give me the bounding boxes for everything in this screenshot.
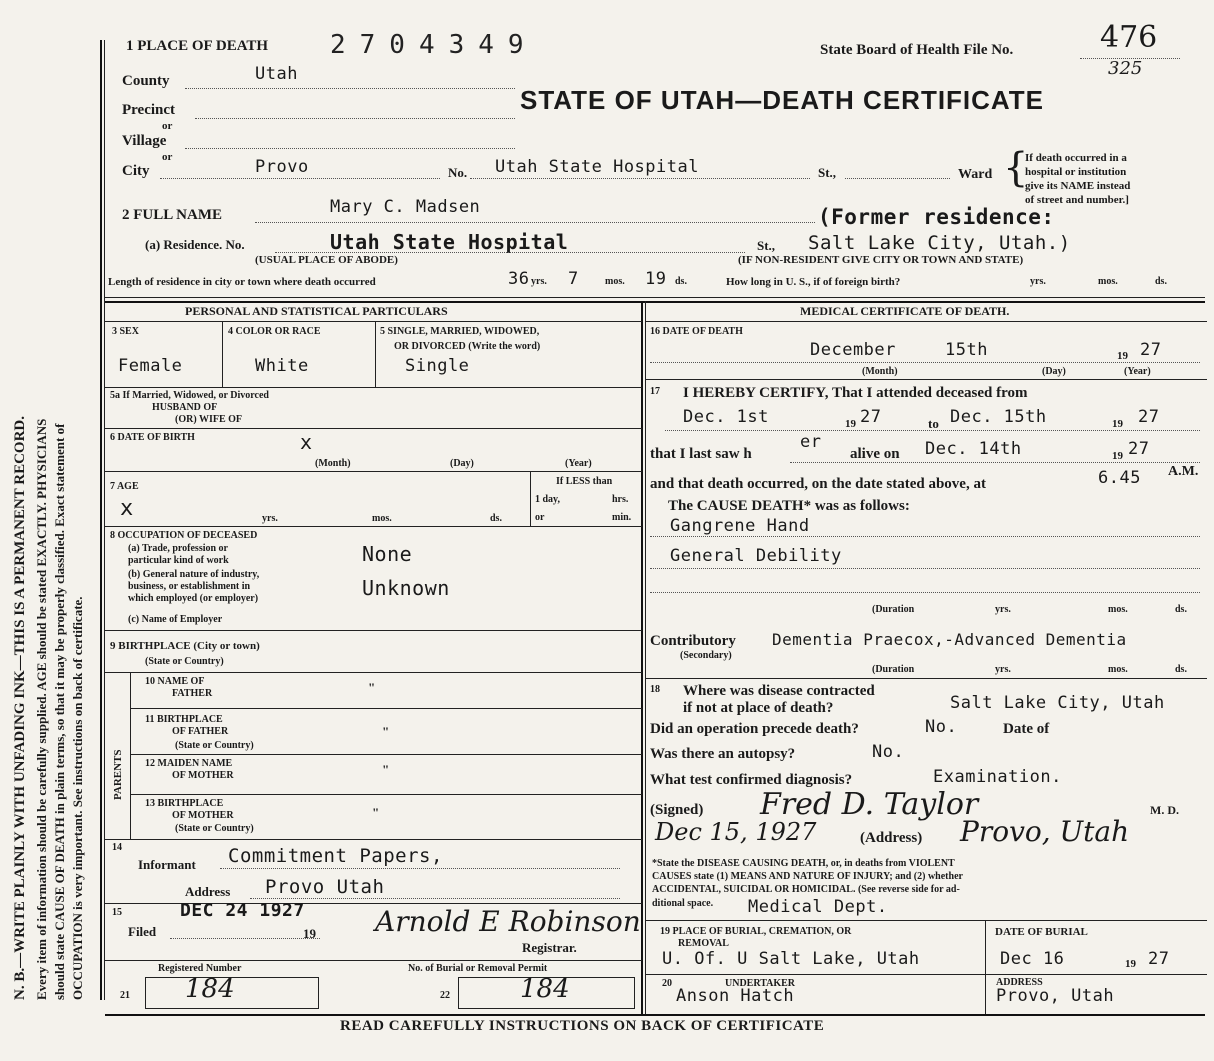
residence-city: Salt Lake City, Utah.) [808, 232, 1071, 254]
filed-number: 15 [112, 907, 122, 918]
full-name-value: Mary C. Madsen [330, 197, 481, 217]
board-file-number-2: 325 [1108, 58, 1143, 79]
father-birthplace-label-3: (State or Country) [175, 740, 254, 751]
filed-stamp: DEC 24 1927 [180, 900, 305, 921]
column-divider [641, 301, 643, 1016]
cause-note-3: ACCIDENTAL, SUICIDAL OR HOMICIDAL. (See reverse side for ad- [652, 884, 960, 895]
alive-year: 27 [1128, 439, 1150, 459]
residence-days: 19 [645, 269, 667, 289]
county-label: County [122, 73, 170, 89]
board-file-number: 476 [1100, 20, 1158, 55]
village-label: Village [122, 133, 167, 149]
undertaker-label: UNDERTAKER [725, 978, 796, 989]
duration-yrs-1: yrs. [995, 604, 1011, 615]
father-birthplace-label-1: 11 BIRTHPLACE [145, 714, 223, 725]
certify-number: 17 [650, 386, 660, 397]
institution-no-label: No. [448, 165, 468, 180]
occupation-label: 8 OCCUPATION OF DECEASED [110, 530, 258, 541]
occupation-a-label-2: particular kind of work [128, 555, 229, 566]
certificate-title: STATE OF UTAH—DEATH CERTIFICATE [520, 85, 1044, 115]
less-min-label: min. [612, 512, 632, 523]
test-label: What test confirmed diagnosis? [650, 772, 853, 788]
frame-left [100, 40, 102, 1000]
occupation-b-value: Unknown [362, 576, 450, 600]
occupation-b-label-1: (b) General nature of industry, [128, 569, 260, 580]
md-label: M. D. [1150, 803, 1179, 817]
duration-mos-2: mos. [1108, 664, 1128, 675]
where-value: Salt Lake City, Utah [950, 693, 1165, 713]
color-label: 4 COLOR OR RACE [228, 326, 321, 337]
where-label-2: if not at place of death? [683, 700, 834, 716]
father-birthplace-label-2: OF FATHER [172, 726, 229, 737]
physician-address-label: (Address) [860, 830, 923, 846]
address-value: Provo Utah [265, 876, 385, 898]
filed-19: 19 [303, 926, 316, 941]
foreign-ds-label: ds. [1155, 276, 1167, 287]
occupation-b-label-3: which employed (or employer) [128, 593, 259, 604]
city-label: City [122, 163, 150, 179]
residence-years: 36 [508, 269, 530, 289]
autopsy-value: No. [872, 742, 905, 762]
undertaker-number: 20 [662, 978, 672, 989]
place-of-death-label: 1 PLACE OF DEATH [126, 38, 269, 54]
duration-label-1: (Duration [872, 604, 915, 615]
foreign-mos-label: mos. [1098, 276, 1118, 287]
death-month-label: (Month) [862, 366, 898, 377]
physician-address: Provo, Utah [960, 815, 1130, 848]
signed-label: (Signed) [650, 802, 704, 818]
undertaker-address-label: ADDRESS [996, 977, 1043, 988]
less-or-label: or [535, 512, 545, 523]
sidebar-warning: N. B.—WRITE PLAINLY WITH UNFADING INK—THIS IS A PERMANENT RECORD. [12, 416, 28, 1000]
am-label: A.M. [1168, 464, 1199, 479]
informant-number: 14 [112, 842, 122, 853]
signed-date: Dec 15, 1927 [655, 818, 817, 846]
dob-month-label: (Month) [315, 458, 351, 469]
ward-label: Ward [958, 167, 993, 182]
frame-bottom [105, 1014, 1205, 1016]
mother-birthplace-label-2: OF MOTHER [172, 810, 234, 821]
death-time: 6.45 [1098, 468, 1141, 488]
sidebar-instructions-3: OCCUPATION is very important. See instructions on back of certificate. [70, 596, 85, 1000]
duration-mos-1: mos. [1108, 604, 1128, 615]
death-year: 27 [1140, 340, 1162, 360]
reg-number-value: 184 [185, 974, 235, 1004]
registrar-label: Registrar. [522, 940, 577, 955]
marital-label-1: 5 SINGLE, MARRIED, WIDOWED, [380, 326, 540, 337]
attended-from: Dec. 1st [683, 407, 769, 427]
age-mos-label: mos. [372, 513, 392, 524]
from-year-prefix: 19 [845, 418, 856, 430]
length-residence-label: Length of residence in city or town where death occurred [108, 276, 376, 288]
employer-label: (c) Name of Employer [128, 614, 223, 625]
burial-permit-label: No. of Burial or Removal Permit [408, 963, 548, 974]
mother-birthplace-label-1: 13 BIRTHPLACE [145, 798, 224, 809]
street-label: St., [818, 165, 837, 180]
death-month: December [810, 340, 896, 360]
color-value: White [255, 356, 309, 376]
where-number: 18 [650, 684, 660, 695]
personal-header: PERSONAL AND STATISTICAL PARTICULARS [185, 304, 448, 318]
ds-label: ds. [675, 276, 687, 287]
ward-brace: { [1003, 145, 1029, 191]
yrs-label: yrs. [531, 276, 547, 287]
duration-yrs-2: yrs. [995, 664, 1011, 675]
ward-note-1: If death occurred in a [1025, 152, 1127, 164]
marital-value: Single [405, 356, 470, 376]
birthplace-state-label: (State or Country) [145, 656, 224, 667]
burial-place: U. Of. U Salt Lake, Utah [662, 949, 920, 969]
or-label-2: or [162, 151, 173, 163]
age-x: x [120, 496, 134, 521]
foreign-yrs-label: yrs. [1030, 276, 1046, 287]
occupation-a-label-1: (a) Trade, profession or [128, 543, 228, 554]
alive-on-label: alive on [850, 446, 900, 462]
cause-note-4: ditional space. [652, 898, 714, 909]
sidebar-instructions-1: Every item of information should be carefully supplied. AGE should be stated EXACTLY. PHYSICIANS [34, 418, 49, 1000]
cause-label: The CAUSE DEATH* was as follows: [668, 498, 910, 514]
attended-to: Dec. 15th [950, 407, 1047, 427]
operation-value: No. [925, 717, 958, 737]
dob-day-label: (Day) [450, 458, 474, 469]
contributory-value: Dementia Praecox,-Advanced Dementia [772, 630, 1127, 649]
medical-header: MEDICAL CERTIFICATE OF DEATH. [800, 304, 1010, 318]
ward-note-2: hospital or institution [1025, 166, 1127, 178]
less-day-label: 1 day, [535, 494, 561, 505]
burial-year-prefix: 19 [1125, 958, 1136, 970]
autopsy-label: Was there an autopsy? [650, 746, 796, 762]
ward-note-4: of street and number.] [1025, 194, 1129, 206]
certify-label: I HEREBY CERTIFY, That I attended deceased from [683, 385, 1028, 401]
residence-value: Utah State Hospital [330, 230, 569, 254]
cause-note-1: *State the DISEASE CAUSING DEATH, or, in deaths from VIOLENT [652, 858, 955, 869]
less-than-label: If LESS than [556, 476, 613, 487]
residence-months: 7 [568, 269, 579, 289]
parents-label: PARENTS [112, 749, 124, 800]
duration-ds-1: ds. [1175, 604, 1187, 615]
to-year-prefix: 19 [1112, 418, 1123, 430]
death-year-label: (Year) [1124, 366, 1151, 377]
duration-label-2: (Duration [872, 664, 915, 675]
mother-label-2: OF MOTHER [172, 770, 234, 781]
reg-number-label: Registered Number [158, 963, 242, 974]
board-file-label: State Board of Health File No. [820, 42, 1014, 58]
father-label-1: 10 NAME OF [145, 676, 205, 687]
alive-on-value: Dec. 14th [925, 439, 1022, 459]
undertaker-address: Provo, Utah [996, 986, 1115, 1006]
operation-label: Did an operation precede death? [650, 721, 859, 737]
foreign-birth-label: How long in U. S., if of foreign birth? [726, 276, 901, 288]
to-label: to [928, 416, 939, 431]
usual-abode-label: (USUAL PLACE OF ABODE) [255, 254, 398, 266]
filed-label: Filed [128, 924, 157, 939]
attended-from-year: 27 [860, 407, 882, 427]
duration-ds-2: ds. [1175, 664, 1187, 675]
institution-value: Utah State Hospital [495, 157, 699, 177]
medical-dept: Medical Dept. [748, 897, 888, 917]
dob-x: x [300, 430, 313, 454]
spouse-label-2: HUSBAND OF [152, 402, 218, 413]
cause-note-2: CAUSES state (1) MEANS AND NATURE OF INJURY; and (2) whether [652, 871, 963, 882]
footer-instructions: READ CAREFULLY INSTRUCTIONS ON BACK OF CERTIFICATE [340, 1018, 825, 1034]
precinct-label: Precinct [122, 102, 176, 118]
cause-2: General Debility [670, 546, 842, 566]
contributory-sub: (Secondary) [680, 650, 732, 661]
cause-1: Gangrene Hand [670, 516, 810, 536]
mother-birthplace-ditto: " [372, 805, 380, 820]
former-residence: (Former residence: [818, 205, 1055, 229]
burial-year: 27 [1148, 949, 1170, 969]
age-yrs-label: yrs. [262, 513, 278, 524]
dob-year-label: (Year) [565, 458, 592, 469]
physician-signature: Fred D. Taylor [760, 787, 979, 822]
informant-value: Commitment Papers, [228, 845, 443, 867]
occupation-b-label-2: business, or establishment in [128, 581, 251, 592]
burial-date-label: DATE OF BURIAL [995, 926, 1088, 938]
dob-label: 6 DATE OF BIRTH [110, 432, 195, 443]
burial-date: Dec 16 [1000, 949, 1065, 969]
or-label-1: or [162, 120, 173, 132]
mother-birthplace-label-3: (State or Country) [175, 823, 254, 834]
undertaker-value: Anson Hatch [676, 986, 795, 1006]
nonresident-label: (IF NON-RESIDENT GIVE CITY OR TOWN AND STATE) [738, 254, 1024, 266]
father-birthplace-ditto: " [382, 724, 390, 739]
mother-label-1: 12 MAIDEN NAME [145, 758, 233, 769]
test-value: Examination. [933, 767, 1062, 787]
residence-st-label: St., [757, 238, 776, 253]
spouse-label-3: (OR) WIFE OF [175, 414, 243, 425]
sex-label: 3 SEX [112, 326, 139, 337]
alive-year-prefix: 19 [1112, 450, 1123, 462]
birthplace-label: 9 BIRTHPLACE (City or town) [110, 640, 260, 652]
frame-top-rule [105, 297, 1205, 298]
reg-number-num: 21 [120, 990, 130, 1001]
father-label-2: FATHER [172, 688, 213, 699]
registrar-signature: Arnold E Robinson [375, 905, 641, 938]
ward-note-3: give its NAME instead [1025, 180, 1131, 192]
father-ditto: " [368, 680, 376, 695]
mother-ditto: " [382, 762, 390, 777]
informant-label: Informant [138, 857, 196, 872]
burial-label-2: REMOVAL [678, 938, 729, 949]
where-label-1: Where was disease contracted [683, 683, 875, 699]
mos-label: mos. [605, 276, 625, 287]
burial-permit-num: 22 [440, 990, 450, 1001]
burial-permit-value: 184 [520, 974, 570, 1004]
death-year-prefix: 19 [1117, 350, 1128, 362]
sex-value: Female [118, 356, 183, 376]
age-ds-label: ds. [490, 513, 502, 524]
occurred-label: and that death occurred, on the date stated above, at [650, 476, 986, 492]
city-value: Provo [255, 157, 309, 177]
age-label: 7 AGE [110, 481, 139, 492]
death-day-label: (Day) [1042, 366, 1066, 377]
death-day: 15th [945, 340, 988, 360]
marital-label-2: OR DIVORCED (Write the word) [394, 341, 541, 352]
county-value: Utah [255, 64, 298, 84]
last-saw-suffix: er [800, 432, 822, 452]
date-of-death-label: 16 DATE OF DEATH [650, 326, 743, 337]
spouse-label-1: 5a If Married, Widowed, or Divorced [110, 390, 269, 401]
address-label: Address [185, 884, 231, 899]
attended-to-year: 27 [1138, 407, 1160, 427]
less-hrs-label: hrs. [612, 494, 629, 505]
op-date-label: Date of [1003, 721, 1050, 737]
burial-label-1: 19 PLACE OF BURIAL, CREMATION, OR [660, 926, 852, 937]
file-serial: 2704349 [330, 30, 538, 60]
residence-label: (a) Residence. No. [145, 237, 245, 252]
last-saw-label: that I last saw h [650, 446, 752, 462]
full-name-label: 2 FULL NAME [122, 207, 223, 223]
sidebar-instructions-2: should state CAUSE OF DEATH in plain terms, so that it may be properly classified. Exact statement of [52, 423, 67, 1000]
occupation-a-value: None [362, 542, 413, 566]
contributory-label: Contributory [650, 633, 736, 649]
